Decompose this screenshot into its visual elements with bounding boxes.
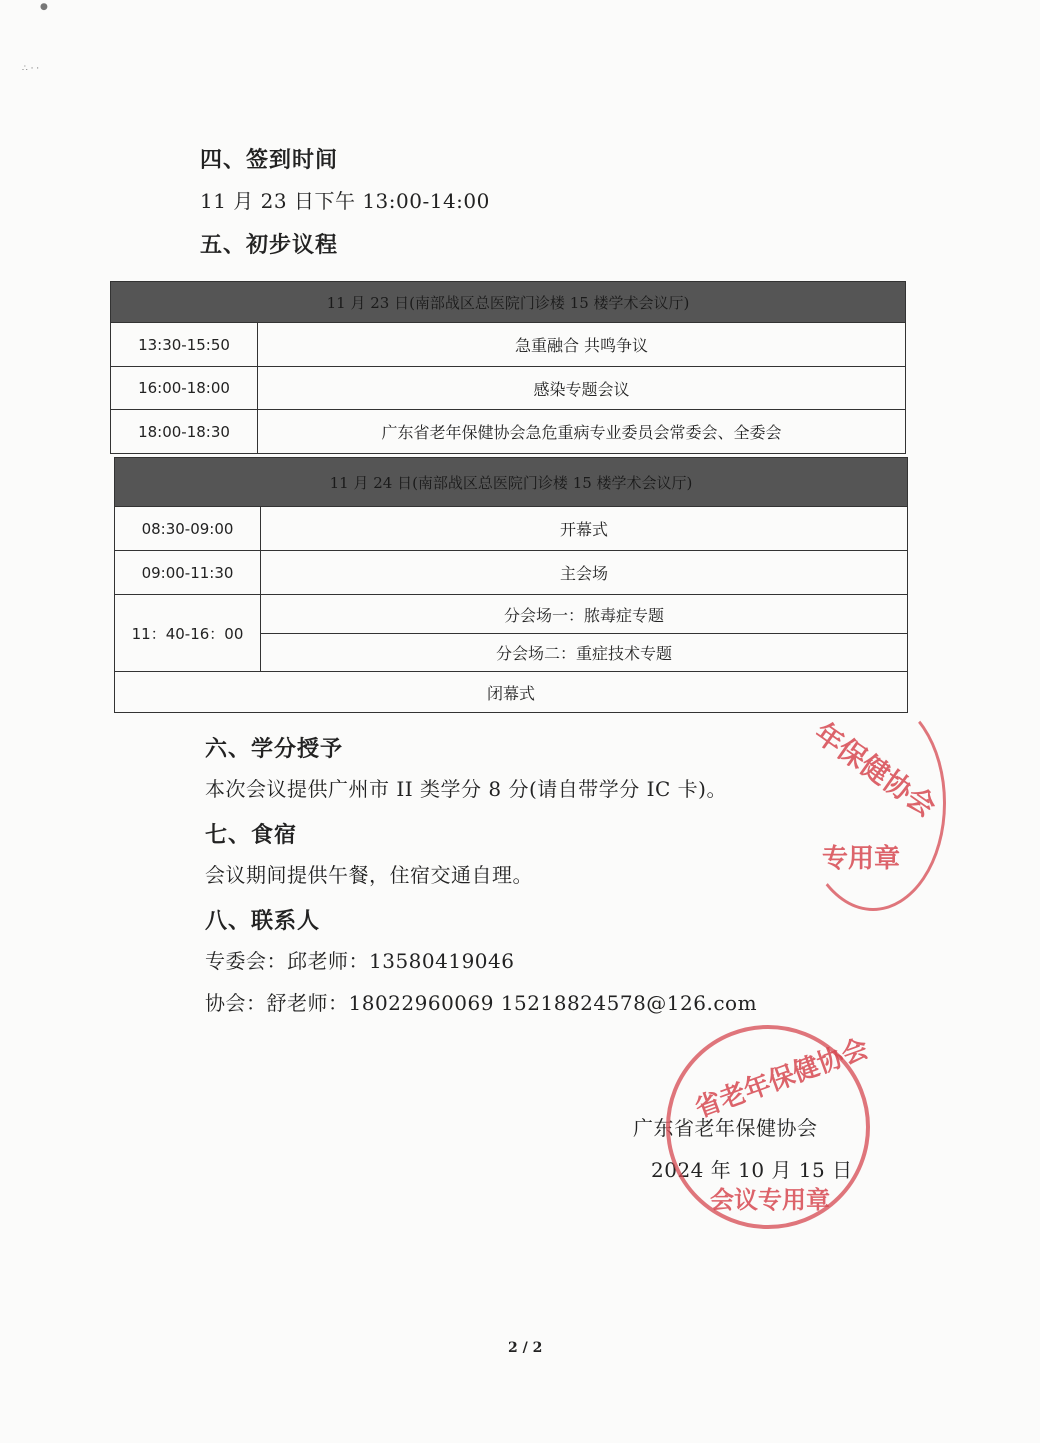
agenda-table-day1 — [110, 281, 906, 454]
agenda-title: 分会场二：重症技术专题 — [261, 634, 908, 672]
agenda-table-day2 — [114, 457, 908, 713]
agenda-time: 11：40-16：00 — [115, 595, 261, 672]
scan-speck: ● — [40, 2, 48, 12]
agenda-closing: 闭幕式 — [115, 672, 908, 713]
seal-stamp-top-text: 年保健协会 — [808, 716, 942, 824]
agenda-time: 08:30-09:00 — [115, 507, 261, 551]
agenda-time: 09:00-11:30 — [115, 551, 261, 595]
section-heading-lodging: 七、食宿 — [205, 822, 298, 848]
agenda-title: 开幕式 — [261, 507, 908, 551]
agenda-title: 广东省老年保健协会急危重病专业委员会常委会、全委会 — [258, 410, 906, 454]
seal-stamp-bottom-text: 会议专用章 — [710, 1186, 830, 1214]
contact-line-2: 协会：舒老师：18022960069 15218824578@126.com — [205, 991, 758, 1015]
agenda-time: 18:00-18:30 — [111, 410, 258, 454]
day2-header: 11 月 24 日(南部战区总医院门诊楼 15 楼学术会议厅) — [115, 458, 908, 507]
agenda-title: 急重融合 共鸣争议 — [258, 323, 906, 367]
day1-header: 11 月 23 日(南部战区总医院门诊楼 15 楼学术会议厅) — [111, 282, 906, 323]
section-heading-contact: 八、联系人 — [205, 908, 321, 934]
signature-org: 广东省老年保健协会 — [633, 1116, 818, 1140]
agenda-title: 主会场 — [261, 551, 908, 595]
section-heading-signin: 四、签到时间 — [200, 147, 339, 173]
agenda-title: 分会场一：脓毒症专题 — [261, 595, 908, 634]
scan-speck: ∴ · · — [22, 64, 40, 74]
agenda-time: 16:00-18:00 — [111, 367, 258, 410]
seal-stamp-bottom-arc: 省老年保健协会 — [691, 1033, 873, 1125]
contact-line-1: 专委会：邱老师：13580419046 — [205, 949, 515, 973]
credit-text: 本次会议提供广州市 II 类学分 8 分(请自带学分 IC 卡)。 — [205, 777, 727, 801]
signin-time: 11 月 23 日下午 13:00-14:00 — [200, 189, 490, 213]
section-heading-credit: 六、学分授予 — [205, 736, 344, 762]
signature-date: 2024 年 10 月 15 日 — [651, 1158, 853, 1182]
page-number: 2 / 2 — [508, 1340, 543, 1356]
agenda-title: 感染专题会议 — [258, 367, 906, 410]
agenda-time: 13:30-15:50 — [111, 323, 258, 367]
section-heading-agenda: 五、初步议程 — [200, 232, 339, 258]
seal-stamp-top-subtext: 专用章 — [822, 844, 901, 874]
lodging-text: 会议期间提供午餐，住宿交通自理。 — [205, 863, 533, 887]
